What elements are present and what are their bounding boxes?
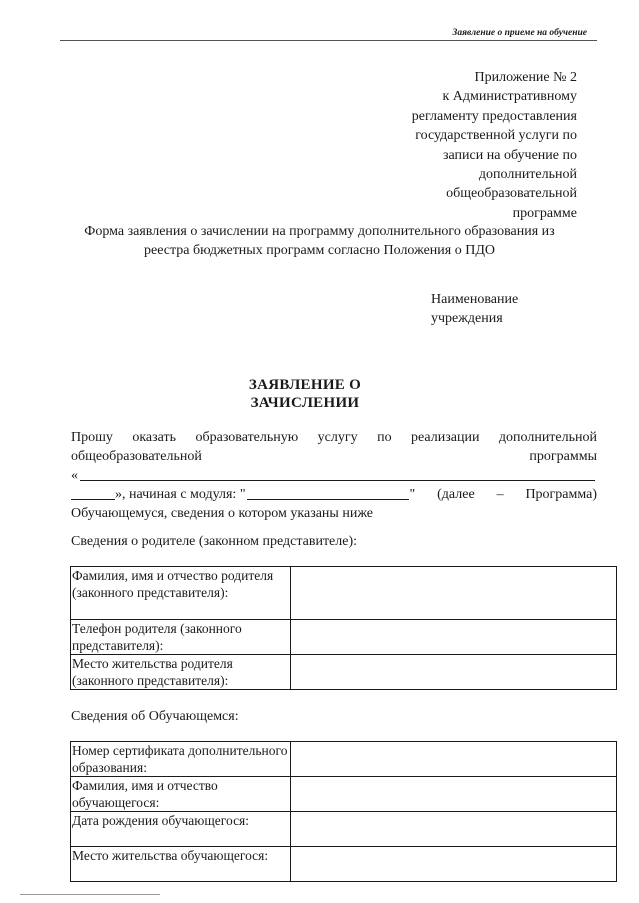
field-value-cell[interactable] (291, 620, 617, 655)
appendix-line: общеобразовательной (446, 186, 577, 202)
appendix-line: к Административному (442, 89, 577, 105)
paren-word: Программа) (525, 487, 598, 502)
field-label: Фамилия, имя и отчество обучающегося: (71, 777, 291, 812)
appendix-line: регламенту предоставления (411, 108, 577, 124)
module-close-quote: " (409, 487, 416, 502)
program-name-blank[interactable] (80, 466, 595, 481)
request-line-4 (71, 485, 597, 504)
field-value-cell[interactable] (291, 812, 617, 847)
field-value-cell[interactable] (291, 847, 617, 882)
request-word: образовательную (195, 430, 299, 445)
field-value-cell[interactable] (291, 655, 617, 690)
module-label: начиная с модуля: " (129, 487, 246, 502)
request-paragraph (71, 428, 597, 523)
program-name-blank-continued[interactable] (71, 485, 115, 500)
field-value-cell[interactable] (291, 777, 617, 812)
appendix-line: записи на обучение по (443, 147, 577, 163)
field-label: Дата рождения обучающегося: (71, 812, 291, 847)
field-value-cell[interactable] (291, 567, 617, 620)
request-word: общеобразовательной (71, 449, 202, 464)
field-label: Телефон родителя (законного представителя): (71, 620, 291, 655)
appendix-line: программе (512, 205, 577, 221)
document-title-line: ЗАЯВЛЕНИЕ О (248, 377, 362, 393)
request-word: услугу (317, 430, 358, 445)
table-row (71, 812, 617, 847)
student-section-label: Сведения об Обучающемся: (71, 709, 239, 724)
appendix-line: Приложение № 2 (474, 70, 577, 85)
footer-divider (20, 894, 160, 895)
request-line-3 (71, 466, 597, 485)
request-word: по (377, 430, 392, 445)
request-line-1 (71, 428, 597, 447)
running-header-title: Заявление о приеме на обучение (452, 28, 587, 38)
field-label: Место жительства обучающегося: (71, 847, 291, 882)
field-label: Номер сертификата дополнительного образования: (71, 742, 291, 777)
request-word: Прошу (71, 430, 113, 445)
request-word: программы (529, 449, 597, 464)
field-label: Фамилия, имя и отчество родителя (законного представителя): (71, 567, 291, 620)
field-label: Место жительства родителя (законного представителя): (71, 655, 291, 690)
student-info-table (70, 741, 617, 882)
appendix-reference (377, 68, 577, 223)
open-quote: « (71, 468, 78, 483)
module-name-blank[interactable] (247, 485, 409, 500)
request-line-5 (71, 504, 597, 523)
document-title-line: ЗАЧИСЛЕНИИ (250, 395, 360, 411)
table-row (71, 567, 617, 620)
appendix-line: государственной услуги по (415, 128, 577, 144)
institution-line: Наименование (431, 292, 519, 307)
table-row (71, 655, 617, 690)
appendix-line: дополнительной (478, 167, 577, 183)
form-title-line: Форма заявления о зачислении на программу дополнительного образования из (84, 224, 555, 239)
paren-word: – (496, 487, 504, 502)
table-row (71, 742, 617, 777)
table-row (71, 777, 617, 812)
parent-section-label: Сведения о родителе (законном представителе): (71, 534, 358, 549)
paren-word: (далее (437, 487, 475, 502)
institution-line: учреждения (431, 311, 503, 326)
form-title (40, 222, 599, 260)
table-row (71, 620, 617, 655)
request-line-2 (71, 447, 597, 466)
form-title-line: реестра бюджетных программ согласно Положения о ПДО (144, 243, 495, 258)
request-word: реализации (411, 430, 480, 445)
request-word: оказать (132, 430, 177, 445)
table-row (71, 847, 617, 882)
document-title (205, 376, 405, 412)
parent-info-table (70, 566, 617, 690)
request-text: Обучающемуся, сведения о котором указаны ниже (71, 506, 374, 521)
institution-name-placeholder (431, 290, 518, 328)
field-value-cell[interactable] (291, 742, 617, 777)
header-divider (60, 40, 597, 41)
close-quote: », (115, 487, 126, 502)
request-word: дополнительной (498, 430, 597, 445)
